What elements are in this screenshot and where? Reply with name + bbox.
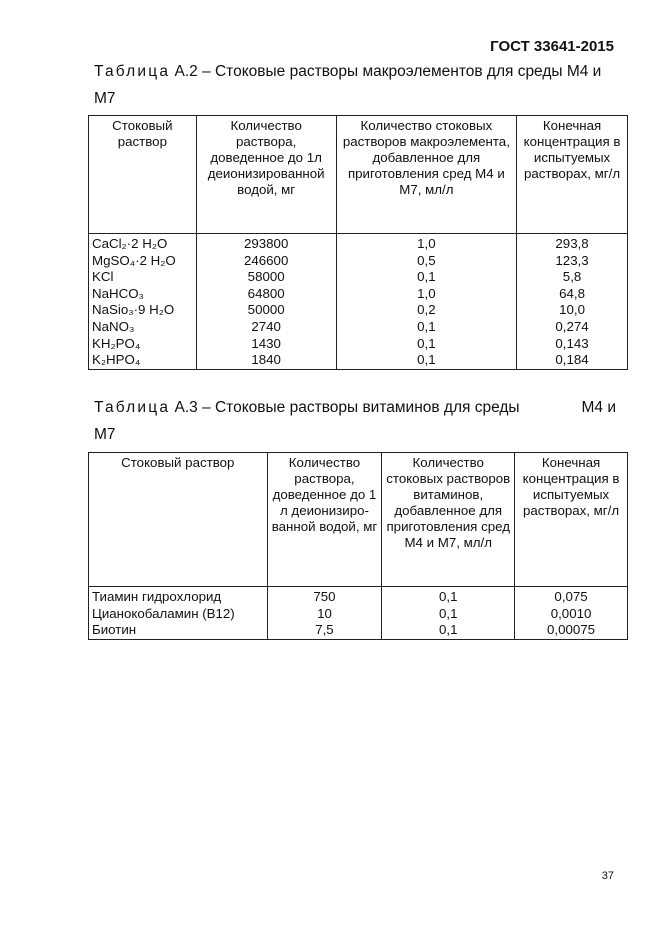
table-a3-caption [94, 394, 616, 448]
cell-stock: 0,1 [336, 269, 517, 286]
cell-amount: 246600 [196, 253, 336, 270]
cell-final: 0,184 [517, 352, 628, 369]
table-row [89, 286, 628, 303]
cell-amount: 7,5 [267, 622, 382, 639]
table-a3-col-amount: Количество раствора, доведенное до 1 л деионизиро-ванной водой, мг [267, 453, 382, 587]
cell-amount: 1430 [196, 336, 336, 353]
table-a3-col-stock: Количество стоковых растворов витаминов, добавленное для приготовления сред М4 и М7, мл/л [382, 453, 515, 587]
cell-final: 0,143 [517, 336, 628, 353]
cell-substance: Цианокобаламин (В12) [89, 606, 268, 623]
cell-substance: KCl [89, 269, 197, 286]
table-a3-header-row [89, 453, 628, 587]
table-a3-caption-label: Таблица [94, 399, 171, 416]
table-a2 [88, 115, 628, 370]
cell-substance: Тиамин гидрохлорид [89, 587, 268, 606]
table-a3-caption-right: М4 и [581, 399, 616, 416]
cell-substance: NaHCO₃ [89, 286, 197, 303]
cell-amount: 58000 [196, 269, 336, 286]
cell-final: 0,0010 [515, 606, 628, 623]
table-a2-col-substance: Стоковый раствор [89, 116, 197, 234]
cell-amount: 750 [267, 587, 382, 606]
cell-amount: 1840 [196, 352, 336, 369]
table-row [89, 253, 628, 270]
cell-amount: 10 [267, 606, 382, 623]
cell-final: 0,00075 [515, 622, 628, 639]
table-a2-col-final: Конечная концентрация в испытуемых растворах, мг/л [517, 116, 628, 234]
table-a3-caption-text: А.3 – Стоковые растворы витаминов для среды [170, 399, 520, 416]
cell-stock: 0,2 [336, 302, 517, 319]
table-row [89, 336, 628, 353]
table-row [89, 302, 628, 319]
cell-amount: 64800 [196, 286, 336, 303]
table-a3-col-substance: Стоковый раствор [89, 453, 268, 587]
cell-substance: KH₂PO₄ [89, 336, 197, 353]
cell-final: 123,3 [517, 253, 628, 270]
cell-final: 293,8 [517, 234, 628, 253]
cell-stock: 0,1 [382, 622, 515, 639]
table-a2-caption-label: Таблица [94, 63, 171, 80]
cell-substance: Биотин [89, 622, 268, 639]
cell-stock: 0,5 [336, 253, 517, 270]
cell-final: 64,8 [517, 286, 628, 303]
cell-final: 0,075 [515, 587, 628, 606]
cell-stock: 1,0 [336, 286, 517, 303]
table-row [89, 352, 628, 369]
table-a2-caption [94, 58, 616, 112]
cell-final: 0,274 [517, 319, 628, 336]
table-row [89, 319, 628, 336]
cell-final: 10,0 [517, 302, 628, 319]
cell-substance: K₂HPO₄ [89, 352, 197, 369]
table-a2-col-amount: Количество раствора, доведенное до 1л деионизированной водой, мг [196, 116, 336, 234]
table-row [89, 234, 628, 253]
table-row [89, 622, 628, 639]
table-row [89, 606, 628, 623]
cell-substance: CaCl₂·2 H₂O [89, 234, 197, 253]
cell-substance: NaNO₃ [89, 319, 197, 336]
standard-code: ГОСТ 33641-2015 [490, 38, 614, 55]
cell-stock: 0,1 [336, 352, 517, 369]
cell-stock: 0,1 [336, 319, 517, 336]
cell-stock: 0,1 [382, 606, 515, 623]
cell-stock: 0,1 [382, 587, 515, 606]
table-a3-caption-line2: М7 [94, 426, 116, 443]
cell-substance: NaSio₃·9 H₂O [89, 302, 197, 319]
cell-amount: 50000 [196, 302, 336, 319]
cell-final: 5,8 [517, 269, 628, 286]
table-a2-header-row [89, 116, 628, 234]
table-a3 [88, 452, 628, 640]
cell-amount: 293800 [196, 234, 336, 253]
cell-amount: 2740 [196, 319, 336, 336]
cell-stock: 0,1 [336, 336, 517, 353]
table-row [89, 269, 628, 286]
table-row [89, 587, 628, 606]
page-number: 37 [601, 870, 614, 882]
cell-substance: MgSO₄·2 H₂O [89, 253, 197, 270]
table-a2-caption-text: А.2 – Стоковые растворы макроэлементов для среды М4 и М7 [94, 63, 602, 107]
cell-stock: 1,0 [336, 234, 517, 253]
table-a3-col-final: Конечная концентрация в испытуемых растворах, мг/л [515, 453, 628, 587]
table-a2-col-stock: Количество стоковых растворов макроэлемента, добавленное для приготовления сред М4 и М7, мл/л [336, 116, 517, 234]
